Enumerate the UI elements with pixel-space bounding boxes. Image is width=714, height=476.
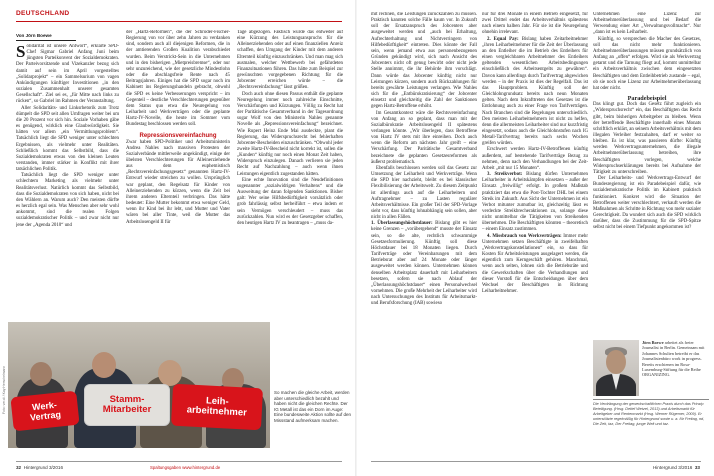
paragraph: Doch auch ohne diesen Passus enthält die geplante Neuregelung immer noch zahlreiche Einschnitte, Verschärfungen und Kürzungen. Völlig zu Recht hat der Paritätische Gesamtverband in der Tagesordnung sogar Wolf von den Ministerin Nahles genannte Novelle als „Repressionsvereinfachung“ bezeichnet. Wie Rupert Heinz Ende Mai ausdeckte, plant die Regierung, das Widerspruchsrecht bei fehlerhaften Jobcenter-Bescheiden einzuschränken. “Obwohl jeder zweite Hartz-IV-Bescheid nicht korrekt ist, sollen die „Kunden“ künftig nur noch einen Monat Zeit haben, Widerspruch einzulegen. Danach verlieren sie jeden Recht auf Nachzahlung – auch wenn ihnen Leistungen eigentlich zugestanden hätten. [237,91,343,177]
section-subhead: Paradebeispiel [627,95,667,103]
paragraph: Erschwert werden Hartz-IV-Betroffenen künftig außerdem, auf bestehende Tarifverträge Bezug zu nehmen, denn nach den Verhandlungen bei der Zeit-Arbeit „mit nur 15 Monaten“. [482,147,588,171]
left-column-1 [16,44,119,316]
author-bio-text: arbeitet als freier Journalist in Berlin. Gemeinsam mit Johannes Schulten betreibt er das Journalistenbüro work in progress. Bereits erschienen im Rosa-Luxemburg-Stiftung für die Reihe ORGANIZING. [642,340,705,378]
paragraph: Bislang gibt es hier keine Grenzen – „vorübergehend“ musste der Einsatz sein, so die alte, rechtlich schwammige Gesetzesformulierung. Künftig soll diese Höchstdauer bei 18 Monaten liegen. Durch Tarifverträge oder Vereinbarungen mit dem Betriebsrat aber auf 24 Monate oder länger ausgeweitet werden können. Unternehmen können denselben Arbeitsplatz dauerhaft mit Leiharbeitern besetzen, sofern sie nach Ablauf der „Überlassungshöchstdauer“ einen Personalwechsel vornehmen. Die große Mehrheit der Leiharbeiter wird nach Untersuchungen des Instituts für Arbeitsmarkt- und Berufsforschung (IAB) sowieso [371,221,477,307]
person-head [30,362,52,386]
footer-rule [16,461,342,462]
sign-werkvertrag: Werk- Vertrag [10,391,79,432]
footnote: Die Verdrängung der gewerkschaftlichen Praxis durch das Prinzip Beteiligung. (Hrsg. Detlef Wetzel, 2013) und Arbeitsmarkt für Arbeitgeber und Rentenmarkt (Hrsg. Werner Rügemer, 2009). Er unterstützte regelmäßig für Hintergrund sowie u. a. für Freitag, nd, Die Zeit, taz, Der Freitag, junge Welt und taz. [593,402,705,426]
paragraph: Eine echte Innovation sind die Neudefinitionen sogenannter „sozialwidrigen Verhaltens“ und die Ausweitung der daran folgenden Sanktionen. Bisher galt: Wer seine Hilfsbedürftigkeit vorsätzlich oder grob fahrlässig selbst herbeiführt – etwa indem er sein Vermögen verschleudert – muss das zurückzahlen. Nun wird es der Gesetzgeber schaffen, den heutigen Hartz IV zu beantragen – „muss da- [237,177,343,226]
paragraph: Bislang dürfen Unternehmen Leiharbeiter in Arbeitskämpfen einsetzen – außer der Einsatz „freiwillig“ erfolgt. In großem Maßstab praktiziert das etwa die Post-Tochter DHL bei einem Streik im Zukunft. Aus Sicht der Unternehmen ist ein Verbot mitunter zumutbar ist, gleichzeitig lässt es verdeckte Streikbrecheraktionen zu, solange diese nicht unmittelbar die Tätigkeiten von Streikenden übernehmen. Die Beschäftigten könnten – theoretisch – einem Einsatz zustimmen. [482,172,588,233]
paragraph: Im Gesamtkontext wäre die Rechtsvereinfachung von Anfang an so geplant, dass man mit der Sozialbürokratie Arbeitslosengeld II spätestens verlangen könnte. „Wir überlegen, dass Betroffene von Hartz IV stets mit ihre einreihen. Doch auch wenn die Reform am nächsten Jahr greift – eine Verschärfung. Der Paritätische Gesamtverband bezeichnete die geplanten Gesetzesreformen als äußerst problematisch. [371,110,477,165]
section-subhead: Repressionsvereinfachung [139,132,217,139]
paragraph: Zwar haben SPD-Politiker und Arbeitsministerin Andrea Nahles nach massiven Protesten der Sozialverbände mittlerweile angekündigt, einige der übelsten Verschlechterungen für Alleinerziehende aus dem euphemistisch „Rechtsvereinfachungsgesetz“ genannten Hartz-IV-Entwurf wieder streichen zu wollen. Ursprünglich war geplant, den Regelsatz für Kinder von Alleinerziehenden zu kürzen, wenn die Zeit bei ihrem anderen Elternteil verbringen. Das hätte bedeutet: Eine Mutter bekommt etwa weniger Geld, wenn ihr Kind bei ihr lebt, und Mutter und Vater wären bei aller Tinte, weil die Mutter das Arbeitslosengeld II für [126,139,230,225]
photo-credit: Foto: ver.di / Kay Herschelmann [2,365,6,414]
paragraph: Aller Solidaritäts- und Linksrhetorik zum Trotz dümpelt die SPD seit allen Umfragen weiter bei um die 20 Prozent vor sich hin. Soziale Vorhaben gäbe es genügend, wirklich eine Glaubwürdigkeit. Sie hätten vor allem „ein Vermittlungsproblem“. Tatsächlich liegt die SPD weniger unter schlechten Ergebnissen, als vielmehr unter Realitäten. Schließlich kommt das Selbstbild, dass die Sozialdemokraten etwas von den kleinen Leuten verstanden, immer stärker in Konflikt mit ihrer tatsächlichen Politik. [16,105,119,173]
magazine-issue: Hintergrund 3/2016 [23,465,64,470]
rubric-rule [16,21,342,22]
right-column-2 [482,12,588,452]
paragraph: nur für drei Monate in einem Betrieb eingesetzt, für zwei Drittel endet das Arbeitsverhältnis spätestens nach einem halben Jahr. Für sie ist die Neuregelung ohnehin irrelevant. [482,12,588,36]
author-portrait [593,340,639,396]
right-page [357,0,714,476]
right-column-3 [593,12,701,334]
left-footer [16,465,63,470]
paragraph: Tage abgezogen. Faktisch würde das entweder auf eine Kürzung des Leistungsanspruchs für die Alleinerziehenden oder auf einen finanziellen Anreiz schaffen, den Umgang der Kinder mit dem anderen Elternteil künftig einzuschränken. Und man mag sich ausmalen, welcher Wettbewerb bei gefährdeten Finanzsituationen führen. Das hätte zum Beispiel zur gewünschten vorgegebenen Richtung für die Jobcenter erreichen würde – die „Rechtsvereinfachung“ lässt grüßen. [237,30,343,91]
paragraph: Künftig, so versprechen die Macher des Gesetzes, soll das nicht mehr funktionieren. Arbeitnehmerüberlassungen müssen grundsätzlich von Anfang an „offen“ erfolgen. Wird sie als Werkvertrag getarnt und die Tarnung fliegt auf, kommt unmittelbar ein Arbeitsverhältnis zwischen dem eingesetzten Beschäftigten und dem Entleihbetrieb zustande – egal, ob sie noch eine Lizenz zur Arbeitnehmerüberlassung hat oder nicht. [593,36,701,91]
author-bio [642,340,708,378]
person-head [92,352,116,378]
paragraph: olidarität ist unsere Antwort“, erklärte SPD-Chef Sigmar Gabriel Anfang Juni beim jüngsten Parteikonvent der Sozialdemokraten. Der Parteivorsitzende und Vizekanzler bezog sich damit auf sein im April vorgestelltes „Solidarprojekt“ – ein Sammelsurium von vagen Ankündigungen künftiger Investitionen „in den sozialen Zusammenhalt unserer gesamten Gesellschaft“. Ziel sei es, „für Mitte nach links zu rücken“, so Gabriel im Rahmen der Veranstaltung. [16,44,119,105]
author-name: Jörn Boewe [642,340,664,345]
paragraph: Das klingt gut. Doch das Gesetz führt zugleich ein „Widerspruchsrecht“ ein, das Beschäftigten das Recht gibt, beim bisherigen Arbeitgeber zu bleiben. Wenn der betreffende Beschäftigte innerhalb eines Monats schriftlich erklärt, an seinem Arbeitsverhältnis mit dem illegalen Verleiher festzuhalten, darf er weiter so bleiben. Es ist klar, was passieren dürfte: Künftig werden Werkvertragsunternehmen, die illegale Arbeitnehmerüberlassung betreiben, ihre Beschäftigten vorlegen, welche Widerspruchserklärungen bereits bei Aufnahme der Tätigkeit zu unterschreiben. [593,102,701,175]
protest-photo [8,322,270,448]
magazine-issue: Hintergrund 3/2016 [652,465,693,470]
footer-url: Spaltungsgaben www.hintergrund.de [150,465,221,470]
paragraph: der „Hartz-Reformen“, die der Schröder-Fischer-Regierung von vor über zehn Jahren zu verdanken sind, sondern auch all diejenigen Reformen, die in der amtierenden Großen Koalition verabschiedet wurden. Beim Verstrickt-Sein in die Unternehmen und in den bisherigen „Mietpreisbremse“, oder nur sehr unzureichend, wie der gesetzliche Mindestlohn oder die abschlagsfreie Rente nach 45 Beitragsjahren. Einiges hat die SPD sogar noch im Kabinett ins Regierungshandeln gebracht, obwohl die SPD es keine Verbesserungen verspricht – im Gegenteil – deutliche Verschlechterungen gegenüber dem Status quo etwa die Neuregelung von Leiharbeit und Werkverträgen oder die geplante Hartz-IV-Novelle, die heute im Sommer vom Bundestag beschlossen werden soll. [126,30,230,128]
list-heading: 4. Missbrauch von Werkverträgen: [487,233,562,239]
paragraph: Tatsächlich liegt die SPD weniger unter schlechtem Marketing als vielmehr unter Realitätsverlust. Natürlich kommt das Selbstbild, dass die Sozialdemokraten von sich haben, nicht bei den Wählern an. Warum auch? Den meisten dürfte es herzlich egal sein. Was Menschen aber sehr wohl ankommt, sind die realen Folgen sozialdemokratischer Politik – und zwar nicht nur jene der „Agenda 2010“ und [16,173,119,228]
right-column-1 [371,12,477,452]
footer-rule [371,461,701,462]
paragraph: Bislang haben Zeitarbeitnehmer „ihren Leiharbeitnehmer für die Zeit der Überlassung an den Entleiher die im Betrieb des Entleihers für einen vergleichbaren Arbeitnehmer des Entleihers geltenden wesentlichen Arbeitsbedingungen einschließlich des Arbeitsentgelts zu gewähren“. Davon kann allerdings durch Tarifvertrag abgewichen werden – in der Praxis ist dies der Regelfall. Das ist das Hauptproblem. Künftig soll der Gleichlohngrundsatz bereits nach neun Monaten gelten. Nach dem Inkrafttreten des Gesetzes ist die Entlohnung auch zu einer Frage von Tarifverträgen. Nach Branchen sind die Regelungen unterschiedlich. Den meisten Leiharbeitnehmern ist nicht zu helfen, denn die allermeisten Leiharbeiter sind nur kurzfristig eingesetzt, sodass auch die Gleichlohnstufen nach IG Metall-Tarifvertrag bereits nach sechs Wochen greifen würden. [482,36,588,147]
section-rubric: DEUTSCHLAND [16,10,70,17]
paragraph: mit rechnen, die Leistungen zurückzahlen zu müssen. Praktisch kannten solche Fälle kaum vor. In Zukunft soll der Ersatzanspruch des Jobcenters aber ausgeweitet werden und „auch bei Erhaltung, Aufrechterhaltung und Nichtverringern von Hilfebedürftigkeit“ eintreten. Dies könnte der Fall sein, wenn jemand etwa aus personenbezogenen Gründen gekündigt wird, sich nach Ansicht des Jobcenters nicht oft genug bewirbt oder nicht jede Stelle annimmt, die ihr Behörde ihm vorschlägt. Dann würde das Jobcenter künftig nicht nur Leistungen kürzen, sondern auch Rückzahlungen für bereits gewährte Leistungen verlangen. Wie Nahles sich für die „Entbürokratisierung“ der Jobcenter einsetzt und gleichzeitig die Zahl der Sanktionen gegen Hartz-Betroffene erhöht. [371,12,477,110]
page-number: 32 [16,465,22,470]
paragraph: Immer mehr Unternehmen setzen Beschäftigte in zweifelhaften „Werkvertragskonstellationen“ ein, so dass für Kosten für Arbeitsleistungen ausgelagert werden, die eigentlich zum Kerngeschäft gehören. Manchmal, wenn auch selten, lohnen sich die Betriebsräte und die Gewerkschaften über die Verhandlungen und dieser Vorstoß für die Entscheidungen über dem Wechsel der Beschäftigten in Richtung Leiharbeitnehmer. [482,233,588,295]
footnote-rule [593,399,709,400]
drop-cap: S [16,44,26,61]
list-heading: 2. Equal Pay: [487,36,519,42]
page-number: 33 [694,465,700,470]
author-byline: Von Jörn Boewe [16,33,52,38]
right-footer [653,465,700,470]
paragraph: Der Leiharbeits- und Werkvertrags-Entwurf der Bundesregierung ist ein Paradebeispiel dafür, wie sozialdemokratische Politik im Kabinett praktisch funktioniert. Konkret wird die Situation der Betroffenen weiter verschlechtert, verkauft werden die Maßnahmen als Schritte in Richtung von mehr sozialer Gerechtigkeit. Da wundert sich auch die SPD wirklich darüber, dass die Zustimmung für die SPD-Spitze selbst nicht bei einem Tiefpunkt angekommen ist? [593,176,701,231]
left-column-2 [126,30,230,318]
left-column-3 [237,30,343,318]
sign-leiharbeitnehmer: Leih- arbeitnehmer [171,384,263,431]
paragraph: Unternehmen eine Lizenz zur Arbeitnehmerüberlassung und bei Bedarf die Verwendung einer Art „Verwaltungsvollmacht“. Nur „dann ist es kein Leiharbeit. [593,12,701,36]
byline-rule [16,40,76,41]
sign-stammmitarbeiter: Stamm- Mitarbeiter [84,384,170,426]
list-heading: 1. Überlassungshöchstdauer: [371,221,433,227]
photo-caption: So machen die gleiche Arbeit, werden aber unterschiedlich bezahlt und haben nicht die gleichen Rechte. Der IG Metall ist das ein Dorn im Auge: Eine bundesweite Aktion sollte auf den Missstand aufmerksam machen. [274,390,352,423]
paragraph: Ebenfalls beschlossen werden soll das Gesetz zur Umsetzung der Leiharbeit und Werkverträge. Wenn die SPD hier nachzieht, bleibt es bei klassischer Flexibilisierung der Arbeitswelt. Zu diesem Zeitpunkt ist allerdings auch auf die Leiharbeitern und Auftragnehmer – zu Lasten regulärer Arbeitsverhältnisse. Ein großer Teil der SPD-Vorlage sieht vor, dass künftig lohnabhängig sein sollen, aber nicht in allen Fällen. [371,165,477,221]
person-head [158,360,182,386]
list-heading: 3. Streikverbot: [487,172,523,178]
portrait-face [606,350,626,374]
